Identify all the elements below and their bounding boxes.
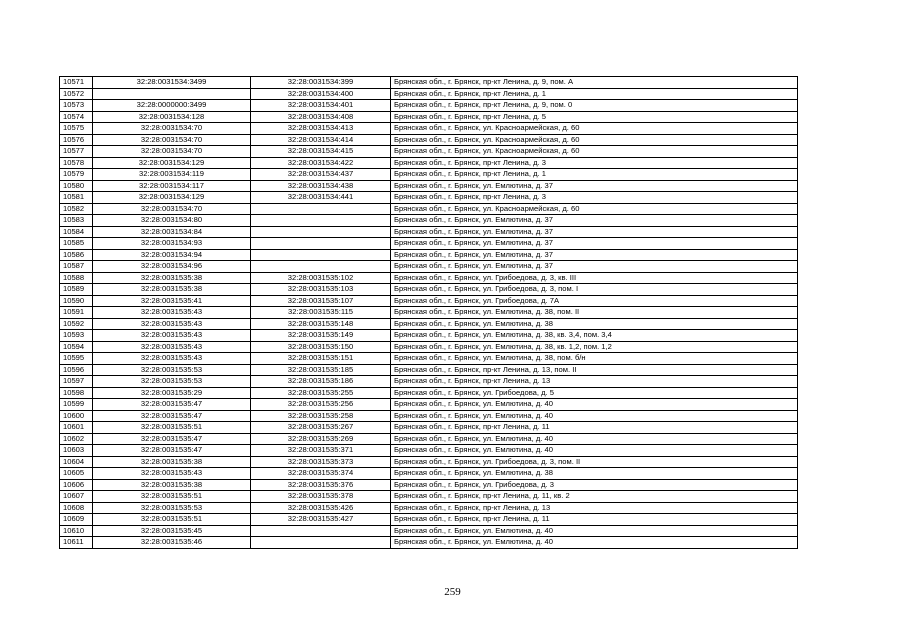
object-cadastral-number-cell: 32:28:0031535:151	[251, 353, 391, 365]
address-cell: Брянская обл., г. Брянск, ул. Красноармейская, д. 60	[391, 134, 798, 146]
record-number-cell: 10573	[60, 100, 93, 112]
table-row	[60, 433, 798, 445]
table-row	[60, 146, 798, 158]
record-number-cell: 10580	[60, 180, 93, 192]
address-cell: Брянская обл., г. Брянск, ул. Емлютина, д. 40	[391, 445, 798, 457]
address-cell: Брянская обл., г. Брянск, ул. Грибоедова, д. 3	[391, 479, 798, 491]
cadastral-number-cell: 32:28:0031535:38	[93, 456, 251, 468]
cadastral-number-cell: 32:28:0031534:117	[93, 180, 251, 192]
address-cell: Брянская обл., г. Брянск, пр-кт Ленина, д. 11, кв. 2	[391, 491, 798, 503]
table-row	[60, 134, 798, 146]
object-cadastral-number-cell	[251, 226, 391, 238]
table-row	[60, 410, 798, 422]
cadastral-number-cell: 32:28:0031535:53	[93, 376, 251, 388]
table-row	[60, 88, 798, 100]
object-cadastral-number-cell: 32:28:0031535:148	[251, 318, 391, 330]
address-cell: Брянская обл., г. Брянск, ул. Грибоедова, д. 3, пом. II	[391, 456, 798, 468]
record-number-cell: 10576	[60, 134, 93, 146]
object-cadastral-number-cell: 32:28:0031535:107	[251, 295, 391, 307]
address-cell: Брянская обл., г. Брянск, пр-кт Ленина, д. 13, пом. II	[391, 364, 798, 376]
cadastral-number-cell: 32:28:0031535:43	[93, 353, 251, 365]
cadastral-number-cell: 32:28:0031534:119	[93, 169, 251, 181]
cadastral-number-cell: 32:28:0031534:84	[93, 226, 251, 238]
cadastral-number-cell: 32:28:0031535:45	[93, 525, 251, 537]
object-cadastral-number-cell: 32:28:0031534:438	[251, 180, 391, 192]
address-cell: Брянская обл., г. Брянск, ул. Грибоедова, д. 3, кв. III	[391, 272, 798, 284]
cadastral-number-cell: 32:28:0031535:43	[93, 330, 251, 342]
record-number-cell: 10581	[60, 192, 93, 204]
record-number-cell: 10577	[60, 146, 93, 158]
table-row	[60, 525, 798, 537]
address-cell: Брянская обл., г. Брянск, ул. Грибоедова, д. 3, пом. I	[391, 284, 798, 296]
record-number-cell: 10583	[60, 215, 93, 227]
registry-table	[59, 76, 798, 549]
table-row	[60, 502, 798, 514]
address-cell: Брянская обл., г. Брянск, ул. Красноармейская, д. 60	[391, 123, 798, 135]
address-cell: Брянская обл., г. Брянск, ул. Емлютина, д. 38, кв. 3,4, пом. 3,4	[391, 330, 798, 342]
object-cadastral-number-cell	[251, 249, 391, 261]
cadastral-number-cell: 32:28:0031534:70	[93, 146, 251, 158]
address-cell: Брянская обл., г. Брянск, пр-кт Ленина, д. 3	[391, 192, 798, 204]
cadastral-number-cell: 32:28:0031534:70	[93, 203, 251, 215]
address-cell: Брянская обл., г. Брянск, пр-кт Ленина, д. 9, пом. А	[391, 77, 798, 89]
address-cell: Брянская обл., г. Брянск, ул. Емлютина, д. 40	[391, 537, 798, 549]
record-number-cell: 10574	[60, 111, 93, 123]
address-cell: Брянская обл., г. Брянск, ул. Емлютина, д. 38	[391, 468, 798, 480]
cadastral-number-cell: 32:28:0031534:128	[93, 111, 251, 123]
address-cell: Брянская обл., г. Брянск, пр-кт Ленина, д. 13	[391, 376, 798, 388]
table-row	[60, 238, 798, 250]
address-cell: Брянская обл., г. Брянск, ул. Емлютина, д. 37	[391, 238, 798, 250]
object-cadastral-number-cell: 32:28:0031535:373	[251, 456, 391, 468]
cadastral-number-cell: 32:28:0031534:93	[93, 238, 251, 250]
object-cadastral-number-cell: 32:28:0031535:427	[251, 514, 391, 526]
cadastral-number-cell: 32:28:0031535:38	[93, 284, 251, 296]
table-row	[60, 341, 798, 353]
cadastral-number-cell: 32:28:0031535:29	[93, 387, 251, 399]
object-cadastral-number-cell: 32:28:0031535:255	[251, 387, 391, 399]
table-row	[60, 180, 798, 192]
record-number-cell: 10611	[60, 537, 93, 549]
object-cadastral-number-cell: 32:28:0031534:414	[251, 134, 391, 146]
table-row	[60, 192, 798, 204]
cadastral-number-cell: 32:28:0031534:70	[93, 134, 251, 146]
object-cadastral-number-cell	[251, 525, 391, 537]
cadastral-number-cell: 32:28:0031535:51	[93, 422, 251, 434]
object-cadastral-number-cell: 32:28:0031535:426	[251, 502, 391, 514]
address-cell: Брянская обл., г. Брянск, ул. Красноармейская, д. 60	[391, 146, 798, 158]
record-number-cell: 10606	[60, 479, 93, 491]
table-row	[60, 364, 798, 376]
object-cadastral-number-cell: 32:28:0031535:103	[251, 284, 391, 296]
object-cadastral-number-cell	[251, 261, 391, 273]
table-row	[60, 456, 798, 468]
object-cadastral-number-cell: 32:28:0031534:415	[251, 146, 391, 158]
record-number-cell: 10605	[60, 468, 93, 480]
table-row	[60, 353, 798, 365]
object-cadastral-number-cell: 32:28:0031534:441	[251, 192, 391, 204]
table-row	[60, 215, 798, 227]
cadastral-number-cell: 32:28:0031535:43	[93, 307, 251, 319]
table-row	[60, 295, 798, 307]
cadastral-number-cell: 32:28:0031534:96	[93, 261, 251, 273]
address-cell: Брянская обл., г. Брянск, ул. Емлютина, д. 38, кв. 1,2, пом. 1,2	[391, 341, 798, 353]
address-cell: Брянская обл., г. Брянск, ул. Красноармейская, д. 60	[391, 203, 798, 215]
object-cadastral-number-cell	[251, 537, 391, 549]
record-number-cell: 10609	[60, 514, 93, 526]
cadastral-number-cell: 32:28:0031535:46	[93, 537, 251, 549]
record-number-cell: 10610	[60, 525, 93, 537]
record-number-cell: 10590	[60, 295, 93, 307]
table-row	[60, 399, 798, 411]
table-row	[60, 261, 798, 273]
cadastral-number-cell: 32:28:0031535:41	[93, 295, 251, 307]
object-cadastral-number-cell: 32:28:0031535:269	[251, 433, 391, 445]
record-number-cell: 10603	[60, 445, 93, 457]
table-row	[60, 468, 798, 480]
table-row	[60, 479, 798, 491]
table-row	[60, 203, 798, 215]
cadastral-number-cell: 32:28:0031534:129	[93, 157, 251, 169]
table-row	[60, 169, 798, 181]
address-cell: Брянская обл., г. Брянск, ул. Емлютина, д. 40	[391, 399, 798, 411]
address-cell: Брянская обл., г. Брянск, ул. Емлютина, д. 37	[391, 215, 798, 227]
record-number-cell: 10584	[60, 226, 93, 238]
object-cadastral-number-cell: 32:28:0031534:399	[251, 77, 391, 89]
table-row	[60, 123, 798, 135]
object-cadastral-number-cell: 32:28:0031535:150	[251, 341, 391, 353]
record-number-cell: 10587	[60, 261, 93, 273]
address-cell: Брянская обл., г. Брянск, пр-кт Ленина, д. 1	[391, 169, 798, 181]
table-row	[60, 445, 798, 457]
object-cadastral-number-cell: 32:28:0031535:186	[251, 376, 391, 388]
record-number-cell: 10588	[60, 272, 93, 284]
table-row	[60, 491, 798, 503]
object-cadastral-number-cell: 32:28:0031535:378	[251, 491, 391, 503]
object-cadastral-number-cell: 32:28:0031535:267	[251, 422, 391, 434]
record-number-cell: 10604	[60, 456, 93, 468]
page-number: 259	[444, 586, 461, 598]
record-number-cell: 10589	[60, 284, 93, 296]
cadastral-number-cell: 32:28:0031535:53	[93, 364, 251, 376]
cadastral-number-cell: 32:28:0031534:80	[93, 215, 251, 227]
address-cell: Брянская обл., г. Брянск, ул. Емлютина, д. 38, пом. II	[391, 307, 798, 319]
cadastral-number-cell: 32:28:0031535:38	[93, 272, 251, 284]
table-row	[60, 514, 798, 526]
table-row	[60, 226, 798, 238]
record-number-cell: 10599	[60, 399, 93, 411]
table-row	[60, 318, 798, 330]
record-number-cell: 10592	[60, 318, 93, 330]
address-cell: Брянская обл., г. Брянск, ул. Грибоедова, д. 7А	[391, 295, 798, 307]
object-cadastral-number-cell	[251, 238, 391, 250]
address-cell: Брянская обл., г. Брянск, ул. Емлютина, д. 38	[391, 318, 798, 330]
object-cadastral-number-cell: 32:28:0031535:185	[251, 364, 391, 376]
table-row	[60, 376, 798, 388]
object-cadastral-number-cell: 32:28:0031534:400	[251, 88, 391, 100]
cadastral-number-cell: 32:28:0000000:3499	[93, 100, 251, 112]
cadastral-number-cell: 32:28:0031534:94	[93, 249, 251, 261]
cadastral-number-cell: 32:28:0031534:129	[93, 192, 251, 204]
address-cell: Брянская обл., г. Брянск, пр-кт Ленина, д. 1	[391, 88, 798, 100]
cadastral-number-cell: 32:28:0031535:43	[93, 318, 251, 330]
table-row	[60, 77, 798, 89]
address-cell: Брянская обл., г. Брянск, ул. Емлютина, д. 37	[391, 180, 798, 192]
object-cadastral-number-cell: 32:28:0031535:374	[251, 468, 391, 480]
object-cadastral-number-cell: 32:28:0031535:115	[251, 307, 391, 319]
address-cell: Брянская обл., г. Брянск, пр-кт Ленина, д. 3	[391, 157, 798, 169]
object-cadastral-number-cell: 32:28:0031534:437	[251, 169, 391, 181]
record-number-cell: 10595	[60, 353, 93, 365]
address-cell: Брянская обл., г. Брянск, ул. Емлютина, д. 37	[391, 226, 798, 238]
cadastral-number-cell: 32:28:0031535:51	[93, 491, 251, 503]
record-number-cell: 10597	[60, 376, 93, 388]
record-number-cell: 10593	[60, 330, 93, 342]
record-number-cell: 10607	[60, 491, 93, 503]
cadastral-number-cell: 32:28:0031535:47	[93, 410, 251, 422]
record-number-cell: 10601	[60, 422, 93, 434]
table-row	[60, 537, 798, 549]
table-row	[60, 330, 798, 342]
record-number-cell: 10602	[60, 433, 93, 445]
record-number-cell: 10591	[60, 307, 93, 319]
cadastral-number-cell: 32:28:0031535:53	[93, 502, 251, 514]
object-cadastral-number-cell	[251, 215, 391, 227]
registry-table-body	[60, 77, 798, 549]
record-number-cell: 10608	[60, 502, 93, 514]
record-number-cell: 10571	[60, 77, 93, 89]
record-number-cell: 10578	[60, 157, 93, 169]
address-cell: Брянская обл., г. Брянск, пр-кт Ленина, д. 13	[391, 502, 798, 514]
record-number-cell: 10594	[60, 341, 93, 353]
record-number-cell: 10596	[60, 364, 93, 376]
address-cell: Брянская обл., г. Брянск, ул. Емлютина, д. 37	[391, 249, 798, 261]
table-row	[60, 249, 798, 261]
cadastral-number-cell: 32:28:0031535:47	[93, 445, 251, 457]
cadastral-number-cell: 32:28:0031534:70	[93, 123, 251, 135]
table-row	[60, 284, 798, 296]
cadastral-number-cell: 32:28:0031535:38	[93, 479, 251, 491]
address-cell: Брянская обл., г. Брянск, ул. Грибоедова, д. 5	[391, 387, 798, 399]
object-cadastral-number-cell: 32:28:0031534:422	[251, 157, 391, 169]
address-cell: Брянская обл., г. Брянск, ул. Емлютина, д. 40	[391, 433, 798, 445]
record-number-cell: 10600	[60, 410, 93, 422]
address-cell: Брянская обл., г. Брянск, ул. Емлютина, д. 37	[391, 261, 798, 273]
table-row	[60, 157, 798, 169]
object-cadastral-number-cell: 32:28:0031535:102	[251, 272, 391, 284]
address-cell: Брянская обл., г. Брянск, пр-кт Ленина, д. 5	[391, 111, 798, 123]
object-cadastral-number-cell: 32:28:0031535:258	[251, 410, 391, 422]
table-row	[60, 272, 798, 284]
address-cell: Брянская обл., г. Брянск, пр-кт Ленина, д. 9, пом. 0	[391, 100, 798, 112]
object-cadastral-number-cell: 32:28:0031535:371	[251, 445, 391, 457]
object-cadastral-number-cell	[251, 203, 391, 215]
table-row	[60, 111, 798, 123]
cadastral-number-cell: 32:28:0031535:47	[93, 433, 251, 445]
record-number-cell: 10585	[60, 238, 93, 250]
address-cell: Брянская обл., г. Брянск, ул. Емлютина, д. 40	[391, 525, 798, 537]
record-number-cell: 10582	[60, 203, 93, 215]
address-cell: Брянская обл., г. Брянск, ул. Емлютина, д. 40	[391, 410, 798, 422]
object-cadastral-number-cell: 32:28:0031534:401	[251, 100, 391, 112]
record-number-cell: 10572	[60, 88, 93, 100]
table-row	[60, 307, 798, 319]
record-number-cell: 10586	[60, 249, 93, 261]
cadastral-number-cell	[93, 88, 251, 100]
object-cadastral-number-cell: 32:28:0031534:408	[251, 111, 391, 123]
object-cadastral-number-cell: 32:28:0031535:376	[251, 479, 391, 491]
table-row	[60, 422, 798, 434]
address-cell: Брянская обл., г. Брянск, ул. Емлютина, д. 38, пом. б/н	[391, 353, 798, 365]
address-cell: Брянская обл., г. Брянск, пр-кт Ленина, д. 11	[391, 422, 798, 434]
object-cadastral-number-cell: 32:28:0031535:149	[251, 330, 391, 342]
cadastral-number-cell: 32:28:0031535:43	[93, 468, 251, 480]
record-number-cell: 10575	[60, 123, 93, 135]
record-number-cell: 10598	[60, 387, 93, 399]
address-cell: Брянская обл., г. Брянск, пр-кт Ленина, д. 11	[391, 514, 798, 526]
cadastral-number-cell: 32:28:0031534:3499	[93, 77, 251, 89]
cadastral-number-cell: 32:28:0031535:43	[93, 341, 251, 353]
object-cadastral-number-cell: 32:28:0031535:256	[251, 399, 391, 411]
object-cadastral-number-cell: 32:28:0031534:413	[251, 123, 391, 135]
table-row	[60, 100, 798, 112]
record-number-cell: 10579	[60, 169, 93, 181]
cadastral-number-cell: 32:28:0031535:51	[93, 514, 251, 526]
cadastral-number-cell: 32:28:0031535:47	[93, 399, 251, 411]
table-row	[60, 387, 798, 399]
